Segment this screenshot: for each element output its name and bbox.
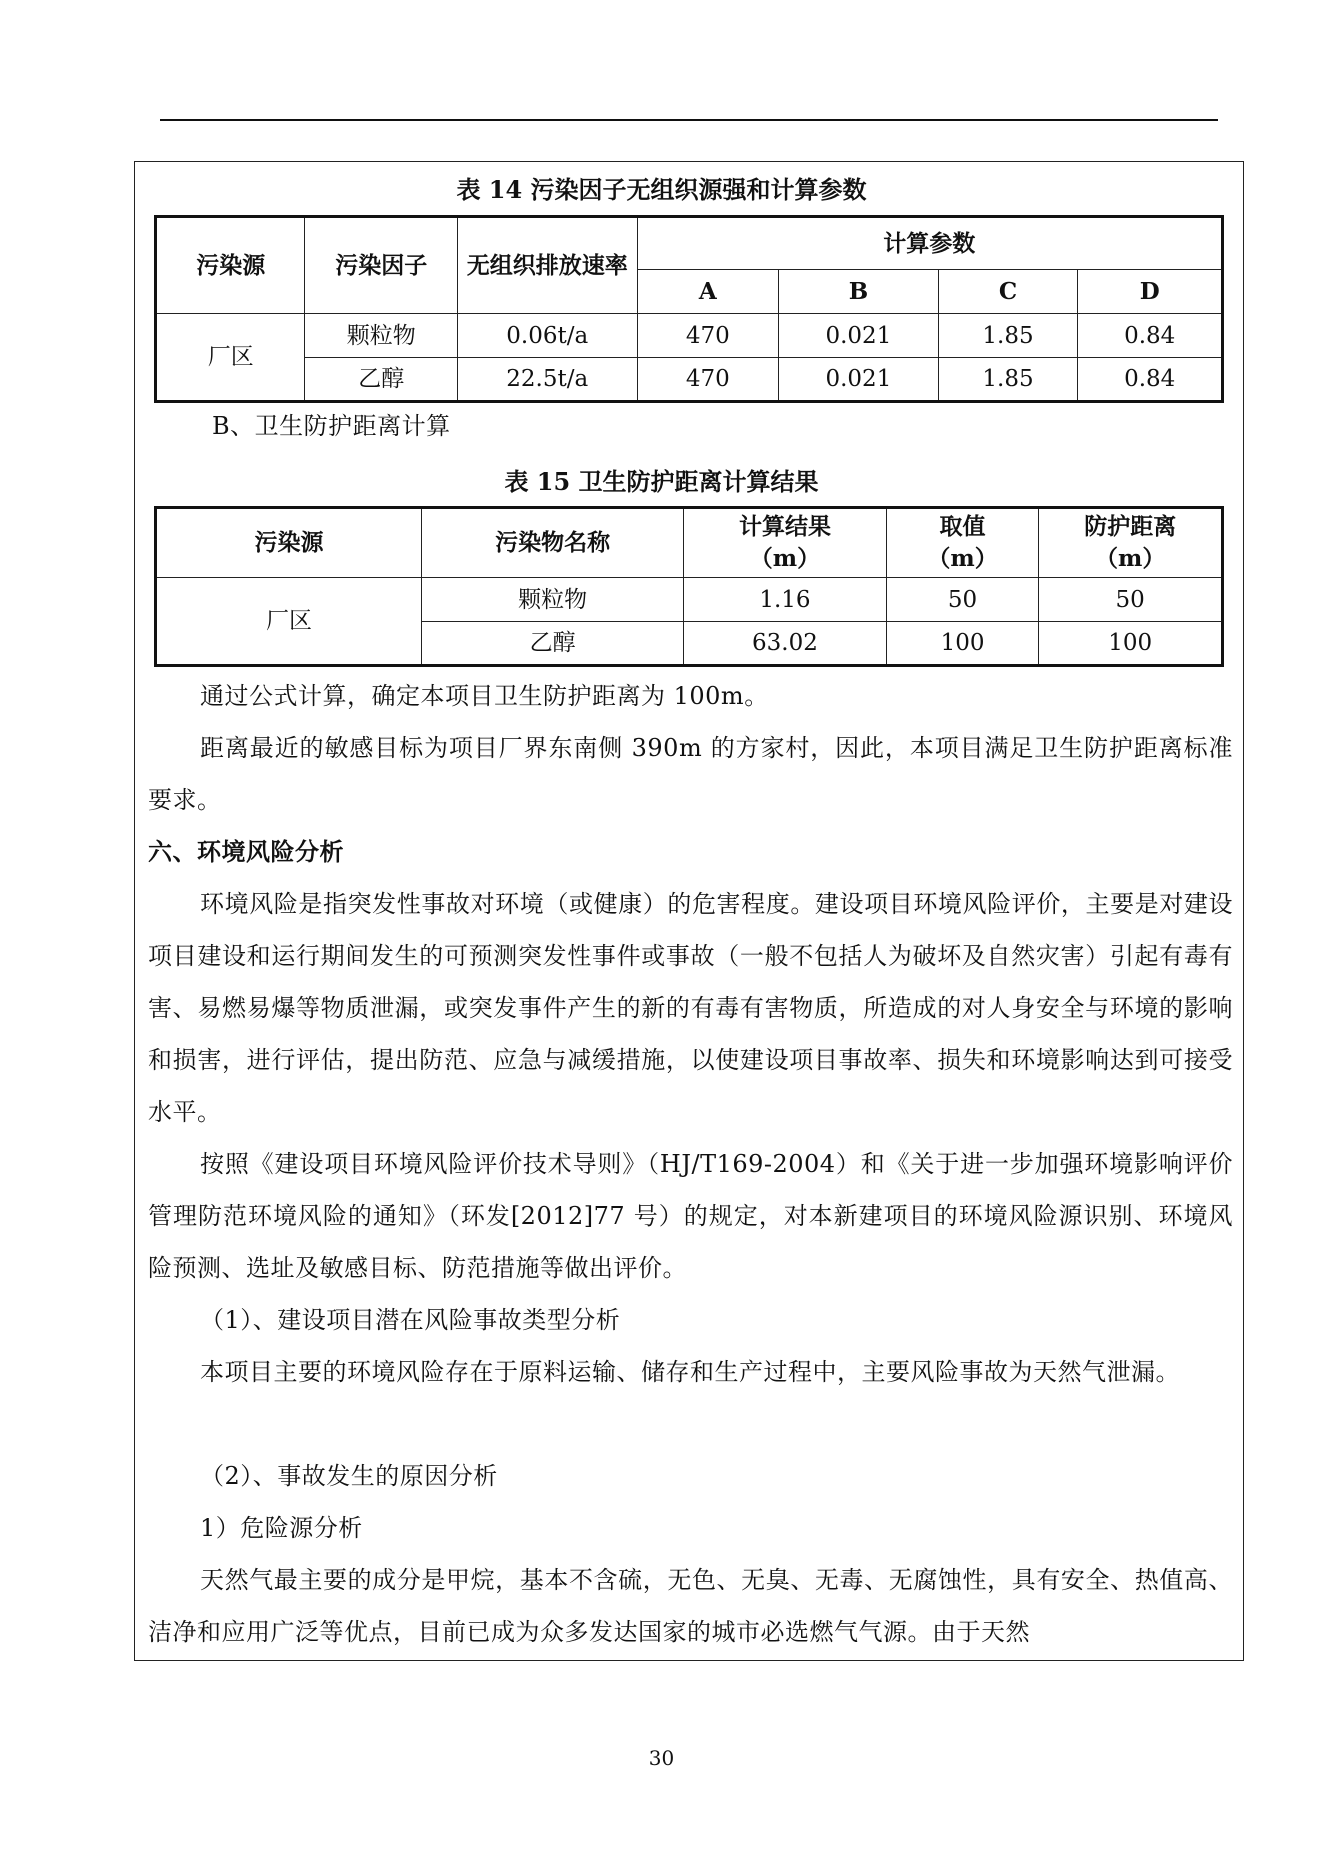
table15 — [154, 506, 1224, 667]
table15-cell: 1.16 — [684, 578, 887, 622]
table14-cell: 470 — [637, 314, 779, 358]
table14-source: 厂区 — [156, 314, 305, 402]
paragraph-guideline: 按照《建设项目环境风险评价技术导则》（HJ/T169-2004）和《关于进一步加强环境影响评价管理防范环境风险的通知》（环发[2012]77 号）的规定，对本新建项目的环境风险源识别、环境风险预测、选址及敏感目标、防范措施等做出评价。 — [148, 1150, 1233, 1282]
paragraph-main-risk: 本项目主要的环境风险存在于原料运输、储存和生产过程中，主要风险事故为天然气泄漏。 — [200, 1358, 1180, 1386]
table14-cell: 颗粒物 — [305, 314, 457, 358]
table15-source: 厂区 — [156, 578, 422, 666]
section-heading-risk: 六、环境风险分析 — [148, 837, 344, 866]
table15-cell: 乙醇 — [422, 622, 684, 666]
subheading-cause-analysis: （2）、事故发生的原因分析 — [200, 1462, 498, 1490]
table15-header-name: 污染物名称 — [422, 508, 684, 578]
table14-header-a: A — [637, 270, 779, 314]
table14-header-rate: 无组织排放速率 — [457, 217, 637, 314]
table15-cell: 50 — [1039, 578, 1223, 622]
table14-cell: 0.021 — [779, 314, 939, 358]
table14-cell: 乙醇 — [305, 358, 457, 402]
table15-header-dist-unit: （m） — [1095, 545, 1166, 572]
table-row — [156, 314, 1223, 358]
table14-header-b: B — [779, 270, 939, 314]
table15-header-dist-label: 防护距离 — [1084, 513, 1177, 540]
table14-header-d: D — [1078, 270, 1223, 314]
table14-cell: 22.5t/a — [457, 358, 637, 402]
table15-cell: 100 — [1039, 622, 1223, 666]
table-row — [156, 358, 1223, 402]
table14-cell: 0.021 — [779, 358, 939, 402]
paragraph-risk-definition: 环境风险是指突发性事故对环境（或健康）的危害程度。建设项目环境风险评价，主要是对建设项目建设和运行期间发生的可预测突发性事件或事故（一般不包括人为破坏及自然灾害）引起有毒有害、易燃易爆等物质泄漏，或突发事件产生的新的有毒有害物质，所造成的对人身安全与环境的影响和损害，进行评估，提出防范、应急与减缓措施，以使建设项目事故率、损失和环境影响达到可接受水平。 — [148, 890, 1233, 1126]
table14-cell: 1.85 — [938, 358, 1078, 402]
table14-caption: 表 14 污染因子无组织源强和计算参数 — [456, 175, 867, 204]
table-row — [156, 578, 1223, 622]
table15-header-value-label: 取值 — [939, 513, 986, 540]
table14-cell: 0.06t/a — [457, 314, 637, 358]
table14-header-c: C — [938, 270, 1078, 314]
table14-cell: 470 — [637, 358, 779, 402]
paragraph-natural-gas: 天然气最主要的成分是甲烷，基本不含硫，无色、无臭、无毒、无腐蚀性，具有安全、热值高、洁净和应用广泛等优点，目前已成为众多发达国家的城市必选燃气气源。由于天然 — [148, 1566, 1233, 1646]
table14-cell: 1.85 — [938, 314, 1078, 358]
paragraph-distance-result: 通过公式计算，确定本项目卫生防护距离为 100m。 — [200, 682, 769, 710]
table15-cell: 63.02 — [684, 622, 887, 666]
table15-header-value — [886, 508, 1039, 578]
table14-header-source: 污染源 — [156, 217, 305, 314]
table15-header-calc-label: 计算结果 — [738, 513, 831, 540]
subheading-accident-types: （1）、建设项目潜在风险事故类型分析 — [200, 1306, 621, 1334]
table14-cell: 0.84 — [1078, 314, 1223, 358]
table14-header-factor: 污染因子 — [305, 217, 457, 314]
table15-cell: 颗粒物 — [422, 578, 684, 622]
paragraph-sensitive-target: 距离最近的敏感目标为项目厂界东南侧 390m 的方家村，因此，本项目满足卫生防护距离标准要求。 — [148, 734, 1233, 814]
table15-header-dist — [1039, 508, 1223, 578]
table15-header-calc — [684, 508, 887, 578]
subheading-hazard-source: 1）危险源分析 — [200, 1514, 363, 1542]
header-rule — [160, 119, 1218, 121]
table15-header-value-unit: （m） — [927, 545, 998, 572]
table14-header-params: 计算参数 — [637, 217, 1222, 270]
table15-cell: 50 — [886, 578, 1039, 622]
table15-caption: 表 15 卫生防护距离计算结果 — [504, 467, 819, 496]
table15-header-source: 污染源 — [156, 508, 422, 578]
table14-cell: 0.84 — [1078, 358, 1223, 402]
table14 — [154, 215, 1224, 403]
page-number: 30 — [648, 1746, 675, 1770]
table15-header-calc-unit: （m） — [749, 545, 821, 572]
section-b-heading: B、卫生防护距离计算 — [212, 412, 451, 440]
table15-cell: 100 — [886, 622, 1039, 666]
